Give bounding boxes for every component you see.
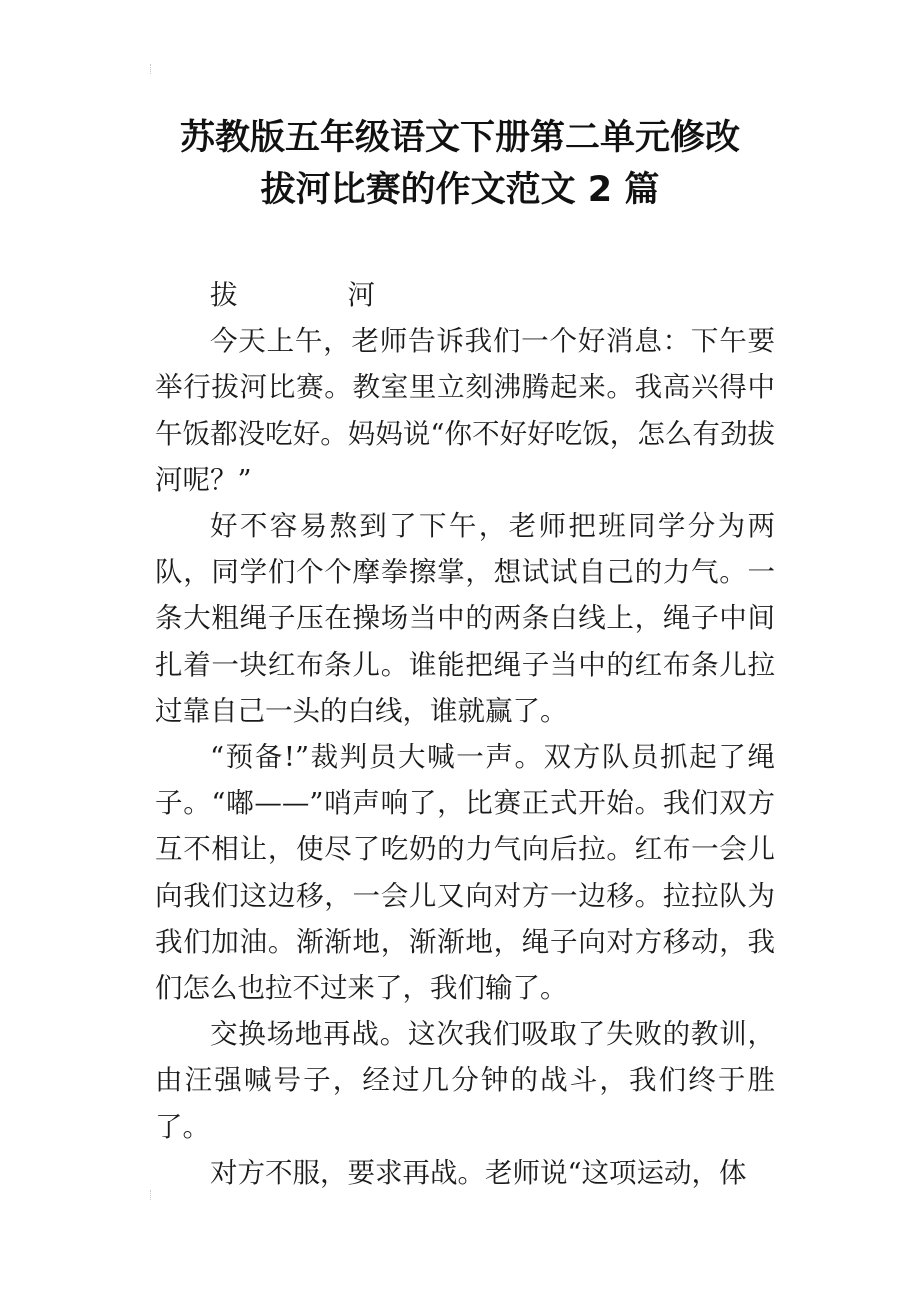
page-corner-mark-top — [150, 64, 154, 74]
paragraph-3: “预备!”裁判员大喊一声。双方队员抓起了绳子。“嘟——”哨声响了，比赛正式开始。我们双方互不相让，使尽了吃奶的力气向后拉。红布一会儿向我们这边移，一会儿又向对方一边移。拉拉队为我们加油。渐渐地，渐渐地，绳子向对方移动，我们怎么也拉不过来了，我们输了。 — [155, 741, 775, 1005]
paragraph-5: 对方不服，要求再战。老师说“这项运动，体 — [210, 1156, 747, 1189]
paragraph-1: 今天上午，老师告诉我们一个好消息：下午要举行拔河比赛。教室里立刻沸腾起来。我高兴得中午饭都没吃好。妈妈说“你不好好吃饭，怎么有劲拔河呢？” — [155, 325, 775, 496]
paragraph-4: 交换场地再战。这次我们吸取了失败的教训，由汪强喊号子，经过几分钟的战斗，我们终于胜了。 — [155, 1018, 775, 1143]
essay-subheading — [155, 272, 775, 318]
document-title — [0, 112, 920, 216]
subheading-char-2: 河 — [347, 279, 375, 311]
subheading-char-1: 拔 — [210, 279, 238, 311]
title-line-2: 拔河比赛的作文范文 2 篇 — [260, 170, 660, 210]
title-line-1: 苏教版五年级语文下册第二单元修改 — [179, 118, 740, 158]
paragraph-2: 好不容易熬到了下午，老师把班同学分为两队，同学们个个摩拳擦掌，想试试自己的力气。一条大粗绳子压在操场当中的两条白线上，绳子中间扎着一块红布条儿。谁能把绳子当中的红布条儿拉过靠自己一头的白线，谁就赢了。 — [155, 510, 775, 727]
page-corner-mark-bottom — [150, 1190, 154, 1200]
document-body — [155, 272, 775, 1196]
